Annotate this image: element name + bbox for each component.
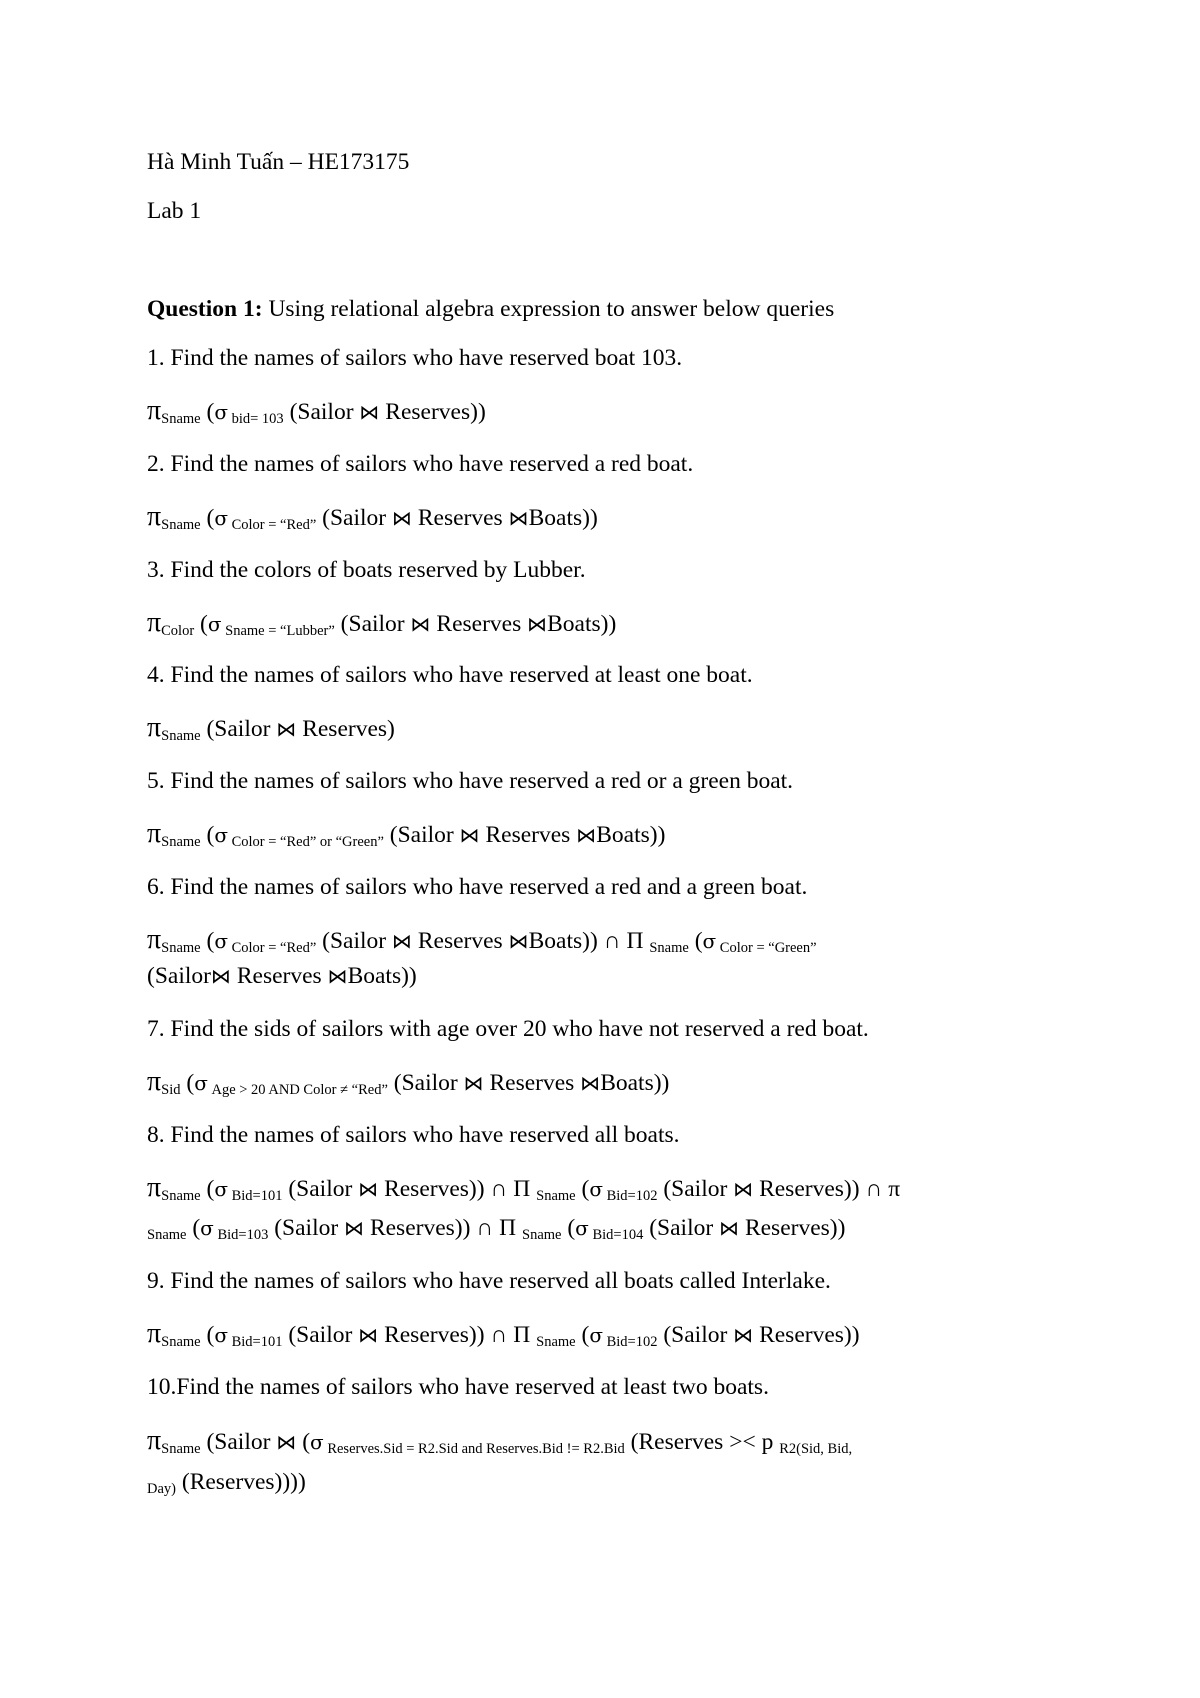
join-symbol: ⋈	[733, 1323, 754, 1347]
query-9-formula	[147, 1320, 860, 1352]
formula-text: Reserves	[479, 822, 577, 848]
projection-attribute: Sname	[161, 1441, 201, 1457]
selection-symbol: σ	[589, 1323, 603, 1347]
selection-condition: Bid=104	[588, 1227, 644, 1243]
join-symbol: ⋈	[276, 717, 297, 741]
projection-symbol: π	[147, 607, 162, 638]
query-3-formula	[147, 609, 616, 641]
selection-condition: Age > 20 AND Color ≠ “Red”	[207, 1082, 388, 1098]
formula-text: (	[200, 1322, 215, 1348]
rename-schema: R2(Sid, Bid,	[779, 1441, 853, 1457]
formula-text: Reserves)) ∩ Π	[364, 1215, 522, 1241]
selection-condition: Bid=102	[602, 1334, 658, 1350]
query-8-formula-line-1	[147, 1174, 900, 1206]
author-line: Hà Minh Tuấn – HE173175	[147, 149, 410, 175]
formula-text: (Sailor	[387, 1070, 464, 1096]
join-symbol: ⋈	[210, 964, 231, 988]
query-7-formula	[147, 1068, 669, 1100]
query-6-formula-line-1	[147, 926, 817, 958]
projection-symbol: π	[147, 501, 162, 532]
join-symbol: ⋈	[576, 823, 597, 847]
selection-symbol: σ	[200, 1216, 214, 1240]
formula-text: Reserves))	[739, 1215, 846, 1241]
query-6-formula-line-2	[147, 962, 417, 990]
question-label: Question 1:	[147, 296, 263, 322]
formula-text: (Sailor	[334, 611, 411, 637]
formula-text: (	[200, 928, 215, 954]
selection-condition: Color = “Red”	[227, 940, 317, 956]
formula-text: (Sailor	[268, 1215, 345, 1241]
formula-text: Boats)) ∩ Π	[528, 928, 650, 954]
join-symbol: ⋈	[508, 929, 529, 953]
projection-attribute: Color	[161, 623, 195, 639]
lab-title: Lab 1	[147, 198, 202, 224]
formula-text: Reserves)) ∩ π	[753, 1176, 901, 1202]
formula-text: (Sailor	[643, 1215, 720, 1241]
query-2-formula	[147, 503, 598, 535]
join-symbol: ⋈	[410, 612, 431, 636]
projection-attribute: Sname	[147, 1227, 187, 1243]
query-3-text: 3. Find the colors of boats reserved by Lubber.	[147, 557, 586, 583]
projection-attribute: Sname	[536, 1188, 576, 1204]
projection-symbol: π	[147, 1066, 162, 1097]
query-6-text: 6. Find the names of sailors who have reserved a red and a green boat.	[147, 874, 808, 900]
formula-text: (Sailor	[383, 822, 460, 848]
join-symbol: ⋈	[392, 929, 412, 953]
projection-attribute: Sname	[161, 728, 201, 744]
projection-attribute: Sname	[161, 940, 201, 956]
query-5-formula	[147, 820, 665, 852]
formula-text: (	[200, 1176, 215, 1202]
projection-attribute: Sname	[161, 1188, 201, 1204]
projection-attribute: Sname	[649, 940, 689, 956]
formula-text: (	[200, 505, 215, 531]
formula-text: (Reserves >< p	[624, 1429, 780, 1455]
formula-text: (	[561, 1215, 576, 1241]
join-symbol: ⋈	[580, 1071, 601, 1095]
query-4-formula	[147, 714, 395, 746]
selection-symbol: σ	[214, 1323, 228, 1347]
projection-symbol: π	[147, 818, 162, 849]
formula-text: Boats))	[528, 505, 598, 531]
query-5-text: 5. Find the names of sailors who have reserved a red or a green boat.	[147, 768, 794, 794]
formula-text: Reserves)	[296, 716, 395, 742]
join-symbol: ⋈	[276, 1430, 297, 1454]
selection-symbol: σ	[589, 1177, 603, 1201]
formula-text: (	[688, 928, 703, 954]
selection-condition: Color = “Green”	[716, 940, 817, 956]
join-symbol: ⋈	[733, 1177, 754, 1201]
query-1-formula	[147, 397, 486, 429]
selection-symbol: σ	[702, 929, 717, 953]
question-heading	[147, 295, 834, 323]
projection-attribute: Sid	[161, 1082, 181, 1098]
formula-text: Boats))	[347, 963, 417, 989]
formula-text: (Sailor	[657, 1176, 734, 1202]
query-10-formula-line-2	[147, 1468, 306, 1499]
join-symbol: ⋈	[527, 612, 548, 636]
selection-condition: Bid=102	[602, 1188, 658, 1204]
projection-attribute: Sname	[161, 411, 201, 427]
selection-condition: Bid=103	[213, 1227, 269, 1243]
query-10-formula-line-1	[147, 1427, 852, 1459]
join-symbol: ⋈	[459, 823, 480, 847]
formula-text: (Sailor	[283, 399, 360, 425]
projection-attribute: Sname	[161, 517, 201, 533]
formula-text: (Sailor	[200, 1429, 277, 1455]
formula-text: (	[575, 1322, 590, 1348]
formula-text: (	[194, 611, 208, 637]
formula-text: (Sailor	[282, 1322, 359, 1348]
query-8-formula-line-2	[147, 1214, 845, 1245]
projection-symbol: π	[147, 1172, 162, 1203]
selection-symbol: σ	[214, 506, 228, 530]
join-symbol: ⋈	[392, 506, 412, 530]
join-symbol: ⋈	[358, 1177, 379, 1201]
selection-symbol: σ	[575, 1216, 589, 1240]
projection-symbol: π	[147, 712, 162, 743]
projection-symbol: π	[147, 1318, 162, 1349]
formula-text: (Sailor	[316, 505, 392, 531]
join-symbol: ⋈	[463, 1071, 484, 1095]
rename-schema: Day)	[147, 1481, 176, 1497]
formula-text: Reserves))	[753, 1322, 860, 1348]
projection-attribute: Sname	[161, 834, 201, 850]
formula-text: Reserves	[412, 505, 509, 531]
formula-text: (	[186, 1215, 201, 1241]
formula-text: (Reserves))))	[176, 1469, 306, 1495]
query-9-text: 9. Find the names of sailors who have reserved all boats called Interlake.	[147, 1268, 831, 1294]
formula-text: Boats))	[547, 611, 617, 637]
query-10-text: 10.Find the names of sailors who have reserved at least two boats.	[147, 1374, 769, 1400]
formula-text: (	[200, 399, 215, 425]
selection-condition: bid= 103	[227, 411, 284, 427]
selection-symbol: σ	[207, 612, 222, 636]
formula-text: Boats))	[600, 1070, 670, 1096]
selection-symbol: σ	[214, 823, 228, 847]
formula-text: (	[575, 1176, 590, 1202]
formula-text: Boats))	[596, 822, 666, 848]
projection-symbol: π	[147, 1425, 162, 1456]
selection-condition: Color = “Red” or “Green”	[227, 834, 384, 850]
selection-condition: Bid=101	[227, 1334, 283, 1350]
formula-text: (	[200, 822, 215, 848]
query-7-text: 7. Find the sids of sailors with age over 20 who have not reserved a red boat.	[147, 1016, 869, 1042]
projection-attribute: Sname	[522, 1227, 562, 1243]
formula-text: (Sailor	[657, 1322, 734, 1348]
formula-text: (Sailor	[282, 1176, 359, 1202]
query-2-text: 2. Find the names of sailors who have reserved a red boat.	[147, 451, 694, 477]
formula-text: Reserves	[430, 611, 528, 637]
formula-text: (Sailor	[316, 928, 392, 954]
question-text: Using relational algebra expression to answer below queries	[262, 296, 835, 322]
formula-text: Reserves)) ∩ Π	[378, 1176, 537, 1202]
projection-symbol: π	[147, 395, 162, 426]
query-1-text: 1. Find the names of sailors who have reserved boat 103.	[147, 345, 683, 371]
selection-symbol: σ	[214, 929, 228, 953]
projection-attribute: Sname	[161, 1334, 201, 1350]
projection-attribute: Sname	[536, 1334, 576, 1350]
query-8-text: 8. Find the names of sailors who have reserved all boats.	[147, 1122, 680, 1148]
selection-condition: Color = “Red”	[227, 517, 317, 533]
selection-condition: Bid=101	[227, 1188, 283, 1204]
join-symbol: ⋈	[359, 400, 380, 424]
formula-text: Reserves	[412, 928, 509, 954]
join-symbol: ⋈	[358, 1323, 379, 1347]
join-symbol: ⋈	[327, 964, 348, 988]
selection-condition: Reserves.Sid = R2.Sid and Reserves.Bid != R2.Bid	[323, 1441, 625, 1457]
join-symbol: ⋈	[344, 1216, 365, 1240]
formula-text: Reserves)) ∩ Π	[378, 1322, 537, 1348]
join-symbol: ⋈	[719, 1216, 740, 1240]
formula-text: (	[296, 1429, 311, 1455]
projection-symbol: π	[147, 924, 162, 955]
selection-symbol: σ	[214, 400, 228, 424]
formula-text: (Sailor	[200, 716, 277, 742]
formula-text: Reserves	[483, 1070, 581, 1096]
formula-text: Reserves))	[379, 399, 486, 425]
formula-text: (Sailor	[147, 963, 211, 989]
selection-symbol: σ	[214, 1177, 228, 1201]
query-4-text: 4. Find the names of sailors who have reserved at least one boat.	[147, 662, 753, 688]
selection-symbol: σ	[194, 1071, 208, 1095]
selection-condition: Sname = “Lubber”	[221, 623, 335, 639]
join-symbol: ⋈	[508, 506, 529, 530]
formula-text: Reserves	[230, 963, 328, 989]
formula-text: (	[180, 1070, 195, 1096]
selection-symbol: σ	[310, 1430, 324, 1454]
